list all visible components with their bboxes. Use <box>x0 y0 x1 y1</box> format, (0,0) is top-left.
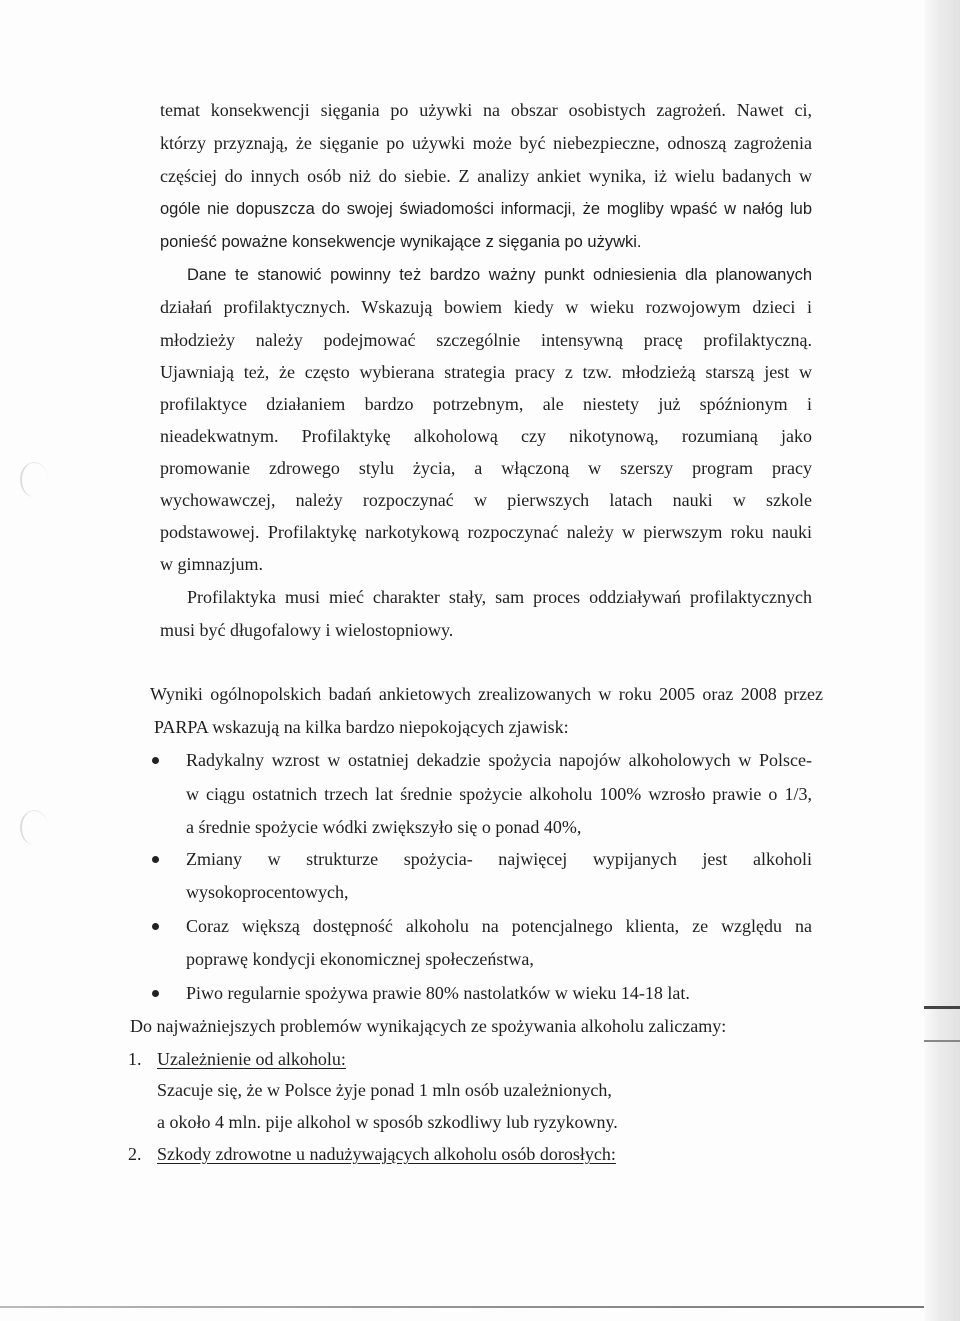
punch-hole <box>20 810 48 845</box>
list-item: Piwo regularnie spożywa prawie 80% nastolatków w wieku 14-18 lat. <box>186 983 690 1003</box>
section-heading: Szkody zdrowotne u nadużywających alkoholu osób dorosłych: <box>157 1144 616 1164</box>
text-line: ponieść poważne konsekwencje wynikające z sięgania po używki. <box>160 233 642 251</box>
text-line: w gimnazjum. <box>160 554 263 574</box>
text-line: młodzieży należy podejmować szczególnie intensywną pracę profilaktyczną. <box>160 330 812 350</box>
list-item: a średnie spożycie wódki zwiększyło się o ponad 40%, <box>186 817 582 837</box>
text-line: musi być długofalowy i wielostopniowy. <box>160 620 454 640</box>
bullet-icon <box>152 757 159 764</box>
scan-mark <box>924 1040 960 1042</box>
text-line: wychowawczej, należy rozpoczynać w pierwszych latach nauki w szkole <box>160 490 812 510</box>
scan-edge-line <box>0 1306 924 1308</box>
list-item: Radykalny wzrost w ostatniej dekadzie spożycia napojów alkoholowych w Polsce- <box>186 750 812 770</box>
list-item: poprawę kondycji ekonomicznej społeczeństwa, <box>186 949 534 969</box>
scan-edge-shadow <box>924 0 960 1321</box>
text-line: Dane te stanowić powinny też bardzo ważny punkt odniesienia dla planowanych <box>187 266 812 284</box>
text-line: temat konsekwencji sięgania po używki na obszar osobistych zagrożeń. Nawet ci, <box>160 100 812 120</box>
text-line: podstawowej. Profilaktykę narkotykową rozpoczynać należy w pierwszym roku nauki <box>160 522 812 542</box>
text-line: profilaktyce działaniem bardzo potrzebnym, ale niestety już spóźnionym i <box>160 394 812 414</box>
text-line: a około 4 mln. pije alkohol w sposób szkodliwy lub ryzykowny. <box>157 1112 618 1132</box>
text-line: Profilaktyka musi mieć charakter stały, sam proces oddziaływań profilaktycznych <box>187 587 812 607</box>
scan-mark <box>924 1006 960 1009</box>
section-heading: Uzależnienie od alkoholu: <box>157 1049 346 1069</box>
text-line: PARPA wskazują na kilka bardzo niepokojących zjawisk: <box>154 717 569 737</box>
text-line: ogóle nie dopuszcza do swojej świadomości informacji, że mogliby wpaść w nałóg lub <box>160 200 812 218</box>
bullet-icon <box>152 990 159 997</box>
list-item: w ciągu ostatnich trzech lat średnie spożycie alkoholu 100% wzrosło prawie o 1/3, <box>186 784 812 804</box>
bullet-icon <box>152 856 159 863</box>
text-line: Szacuje się, że w Polsce żyje ponad 1 mln osób uzależnionych, <box>157 1080 612 1100</box>
list-item: Zmiany w strukturze spożycia- najwięcej wypijanych jest alkoholi <box>186 849 812 869</box>
text-line: promowanie zdrowego stylu życia, a włączoną w szerszy program pracy <box>160 458 812 478</box>
text-line: częściej do innych osób niż do siebie. Z analizy ankiet wynika, iż wielu badanych w <box>160 166 812 186</box>
list-item: Coraz większą dostępność alkoholu na potencjalnego klienta, ze względu na <box>186 916 812 936</box>
text-line: Do najważniejszych problemów wynikających ze spożywania alkoholu zaliczamy: <box>130 1016 727 1036</box>
bullet-icon <box>152 923 159 930</box>
text-line: nieadekwatnym. Profilaktykę alkoholową czy nikotynową, rozumianą jako <box>160 426 812 446</box>
text-line: działań profilaktycznych. Wskazują bowiem kiedy w wieku rozwojowym dzieci i <box>160 297 812 317</box>
text-line: którzy przyznają, że sięganie po używki może być niebezpieczne, odnoszą zagrożenia <box>160 133 812 153</box>
punch-hole <box>20 462 48 497</box>
text-line: Ujawniają też, że często wybierana strategia pracy z tzw. młodzieżą starszą jest w <box>160 362 812 382</box>
list-item: wysokoprocentowych, <box>186 882 349 902</box>
text-line: Wyniki ogólnopolskich badań ankietowych zrealizowanych w roku 2005 oraz 2008 przez <box>150 684 823 704</box>
list-number: 2. <box>128 1144 142 1164</box>
list-number: 1. <box>128 1049 142 1069</box>
